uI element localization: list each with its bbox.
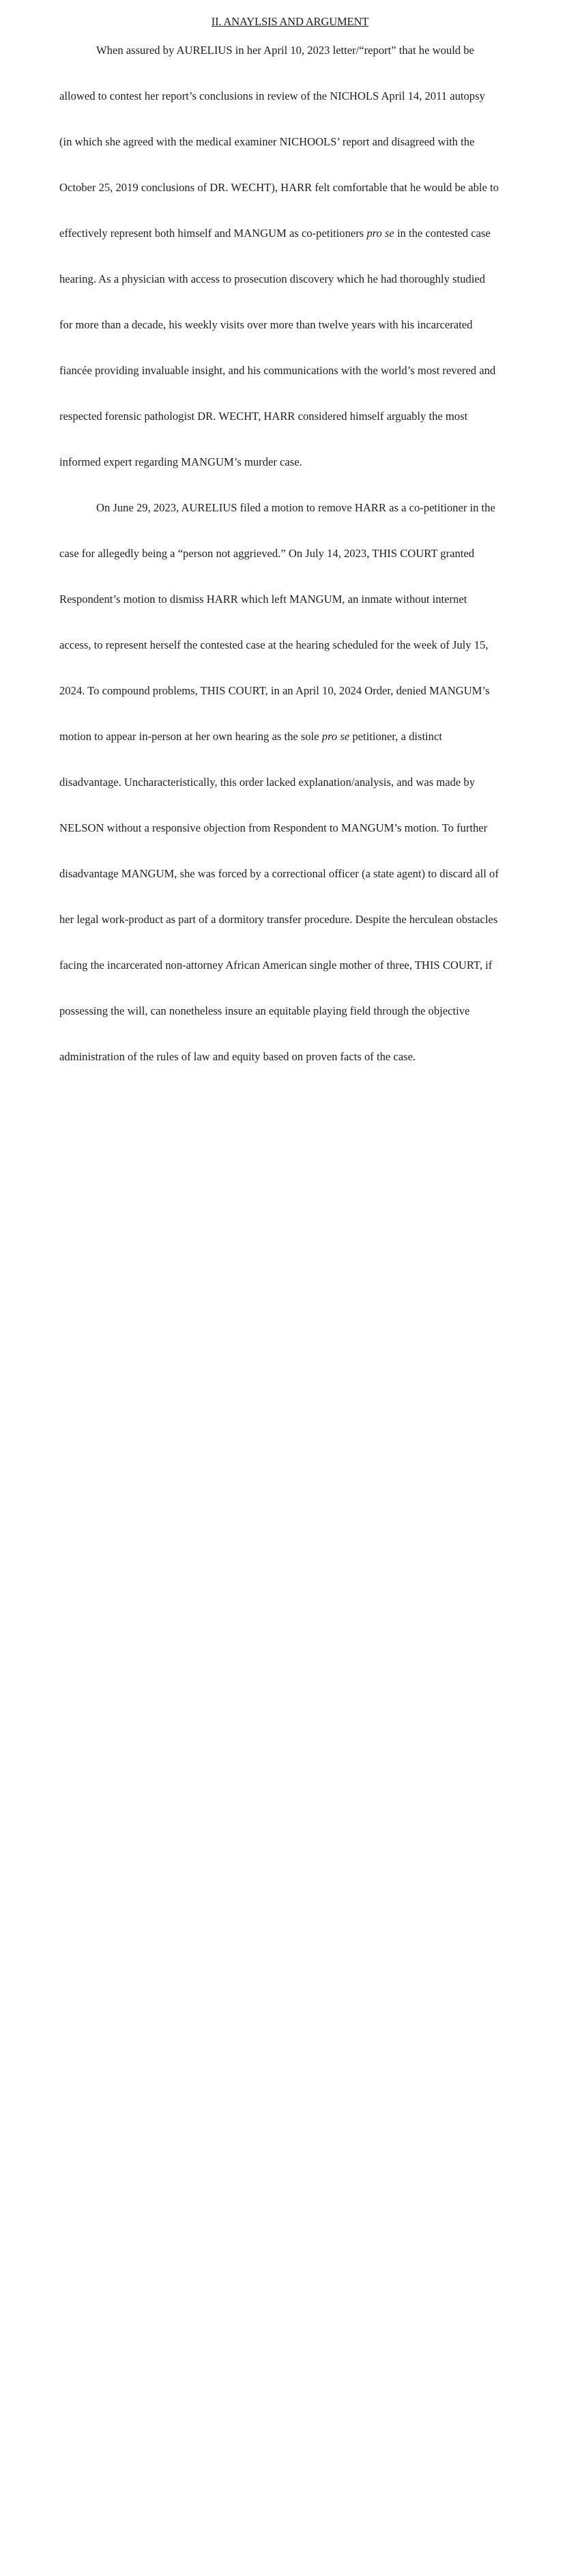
text-line: October 25, 2019 conclusions of DR. WECHT), HARR felt comfortable that he would be able to — [59, 181, 499, 194]
text-line: effectively represent both himself and MANGUM as co-petitioners pro se in the contested case — [59, 227, 491, 240]
text-line: her legal work-product as part of a dormitory transfer procedure. Despite the herculean obstacles — [59, 913, 498, 926]
italic-term: pro se — [366, 227, 394, 240]
text-line: (in which she agreed with the medical examiner NICHOOLS’ report and disagreed with the — [59, 135, 475, 148]
text-line: case for allegedly being a “person not aggrieved.” On July 14, 2023, THIS COURT granted — [59, 547, 475, 560]
text-line: administration of the rules of law and equity based on proven facts of the case. — [59, 1050, 416, 1063]
text-line: disadvantage MANGUM, she was forced by a correctional officer (a state agent) to discard all of — [59, 867, 499, 880]
text-line: motion to appear in-person at her own hearing as the sole pro se petitioner, a distinct — [59, 730, 442, 743]
text-line: Respondent’s motion to dismiss HARR which left MANGUM, an inmate without internet — [59, 593, 467, 606]
text-line: allowed to contest her report’s conclusions in review of the NICHOLS April 14, 2011 autopsy — [59, 89, 485, 102]
text-line: When assured by AURELIUS in her April 10, 2023 letter/“report” that he would be — [96, 44, 474, 57]
text-line: informed expert regarding MANGUM’s murder case. — [59, 455, 302, 468]
text-line: for more than a decade, his weekly visits over more than twelve years with his incarcerated — [59, 318, 473, 331]
text-line: disadvantage. Uncharacteristically, this order lacked explanation/analysis, and was made by — [59, 776, 475, 789]
text-line: fiancée providing invaluable insight, and his communications with the world’s most revered and — [59, 364, 496, 377]
text-line: respected forensic pathologist DR. WECHT, HARR considered himself arguably the most — [59, 410, 468, 423]
text-line: facing the incarcerated non-attorney African American single mother of three, THIS COURT, if — [59, 959, 493, 972]
text-line: 2024. To compound problems, THIS COURT, in an April 10, 2024 Order, denied MANGUM’s — [59, 684, 490, 697]
text-line: NELSON without a responsive objection from Respondent to MANGUM’s motion. To further — [59, 821, 488, 834]
section-heading: II. ANAYLSIS AND ARGUMENT — [211, 15, 369, 28]
text-line: access, to represent herself the contested case at the hearing scheduled for the week of July 15, — [59, 638, 489, 651]
text-line: possessing the will, can nonetheless insure an equitable playing field through the objective — [59, 1004, 470, 1017]
text-line: hearing. As a physician with access to prosecution discovery which he had thoroughly studied — [59, 272, 485, 285]
text-line: On June 29, 2023, AURELIUS filed a motion to remove HARR as a co-petitioner in the — [96, 501, 495, 514]
italic-term: pro se — [321, 730, 350, 743]
